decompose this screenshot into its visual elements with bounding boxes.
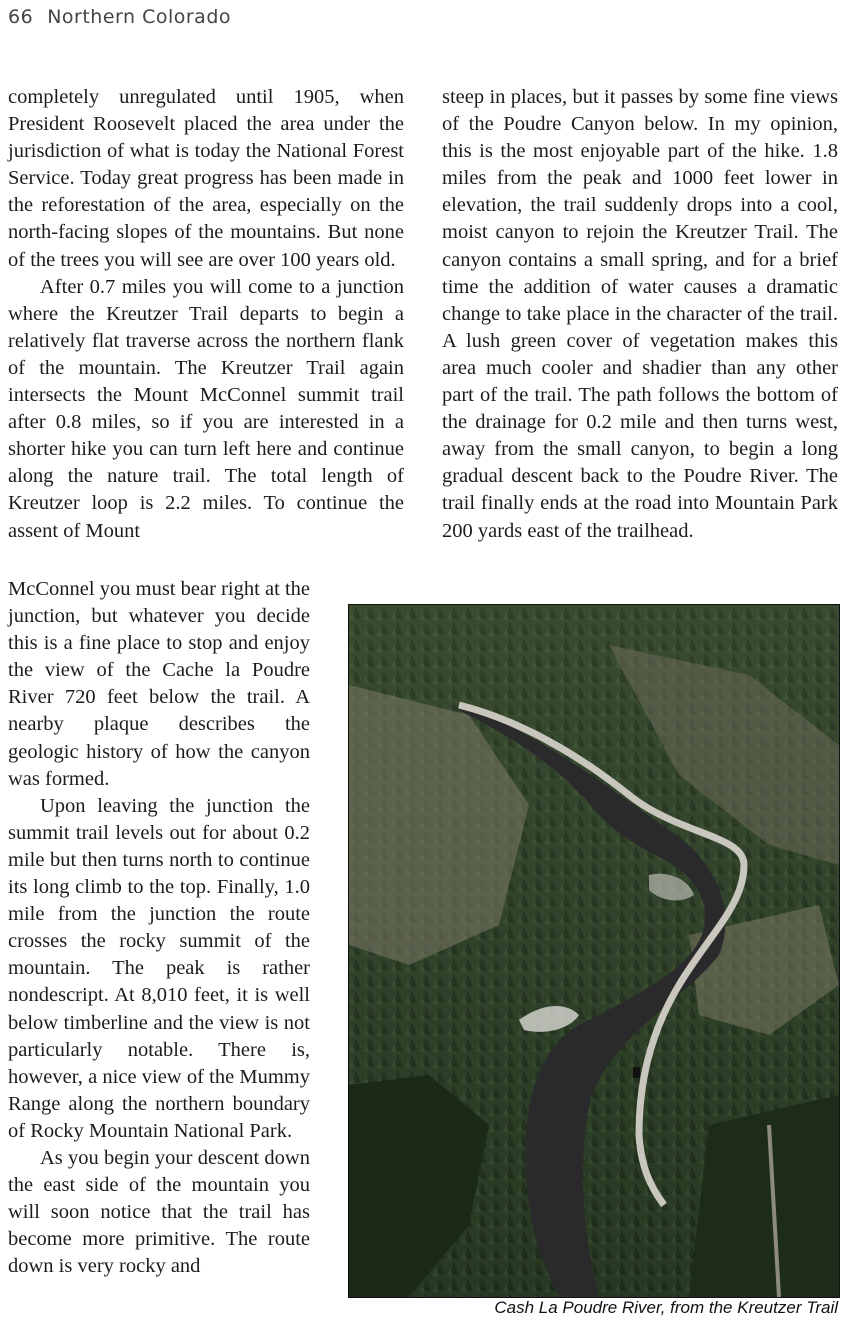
foreground-pines <box>689 1095 839 1297</box>
paragraph: McConnel you must bear right at the junction, but whatever you decide this is a fine place to stop and enjoy the view of the Cache la Poudre River 720 feet below the trail. A nearby plaque describes the geologic history of how the canyon was formed. <box>8 578 310 790</box>
page-number: 66 <box>8 6 34 28</box>
text-column-right <box>442 84 838 545</box>
paragraph: After 0.7 miles you will come to a junction where the Kreutzer Trail departs to begin a relatively flat traverse across the northern flank of the mountain. The Kreutzer Trail again intersects the Mount McConnel summit trail after 0.8 miles, so if you are interested in a shorter hike you can turn left here and continue along the nature trail. The total length of Kreutzer loop is 2.2 miles. To continue the assent of Mount <box>8 275 404 542</box>
paragraph: Upon leaving the junction the summit trail levels out for about 0.2 mile but then turns north to continue its long climb to the top. Finally, 1.0 mile from the junction the route crosses the rocky summit of the mountain. The peak is rather nondescript. At 8,010 feet, it is well below timberline and the view is not particularly notable. There is, however, a nice view of the Mummy Range along the northern boundary of Rocky Mountain National Park. <box>8 794 310 1142</box>
car <box>633 1067 640 1078</box>
paragraph: steep in places, but it passes by some fine views of the Poudre Canyon below. In my opinion, this is the most enjoyable part of the hike. 1.8 miles from the peak and 1000 feet lower in elevation, the trail suddenly drops into a cool, moist canyon to rejoin the Kreutzer Trail. The canyon contains a small spring, and for a brief time the addition of water causes a dramatic change to take place in the character of the trail. A lush green cover of vegetation makes this area much cooler and shadier than any other part of the trail. The path follows the bottom of the drainage for 0.2 mile and then turns west, away from the small canyon, to begin a long gradual descent back to the Poudre River. The trail finally ends at the road into Mountain Park 200 yards east of the trailhead. <box>442 86 838 542</box>
page-header <box>8 6 231 28</box>
canyon-photo <box>348 604 840 1298</box>
paragraph: completely unregulated until 1905, when President Roosevelt placed the area under the jurisdiction of what is today the National Forest Service. Today great progress has been made in the reforestation of the area, especially on the north-facing slopes of the mountains. But none of the trees you will see are over 100 years old. <box>8 86 404 271</box>
canyon-photo-illustration <box>349 605 839 1297</box>
paragraph: As you begin your descent down the east side of the mountain you will soon notice that the trail has become more primitive. The route down is very rocky and <box>8 1146 310 1278</box>
text-column-left-top <box>8 84 404 545</box>
section-title: Northern Colorado <box>47 6 232 28</box>
photo-caption: Cash La Poudre River, from the Kreutzer Trail <box>494 1298 838 1317</box>
text-column-left-bottom <box>8 576 310 1280</box>
